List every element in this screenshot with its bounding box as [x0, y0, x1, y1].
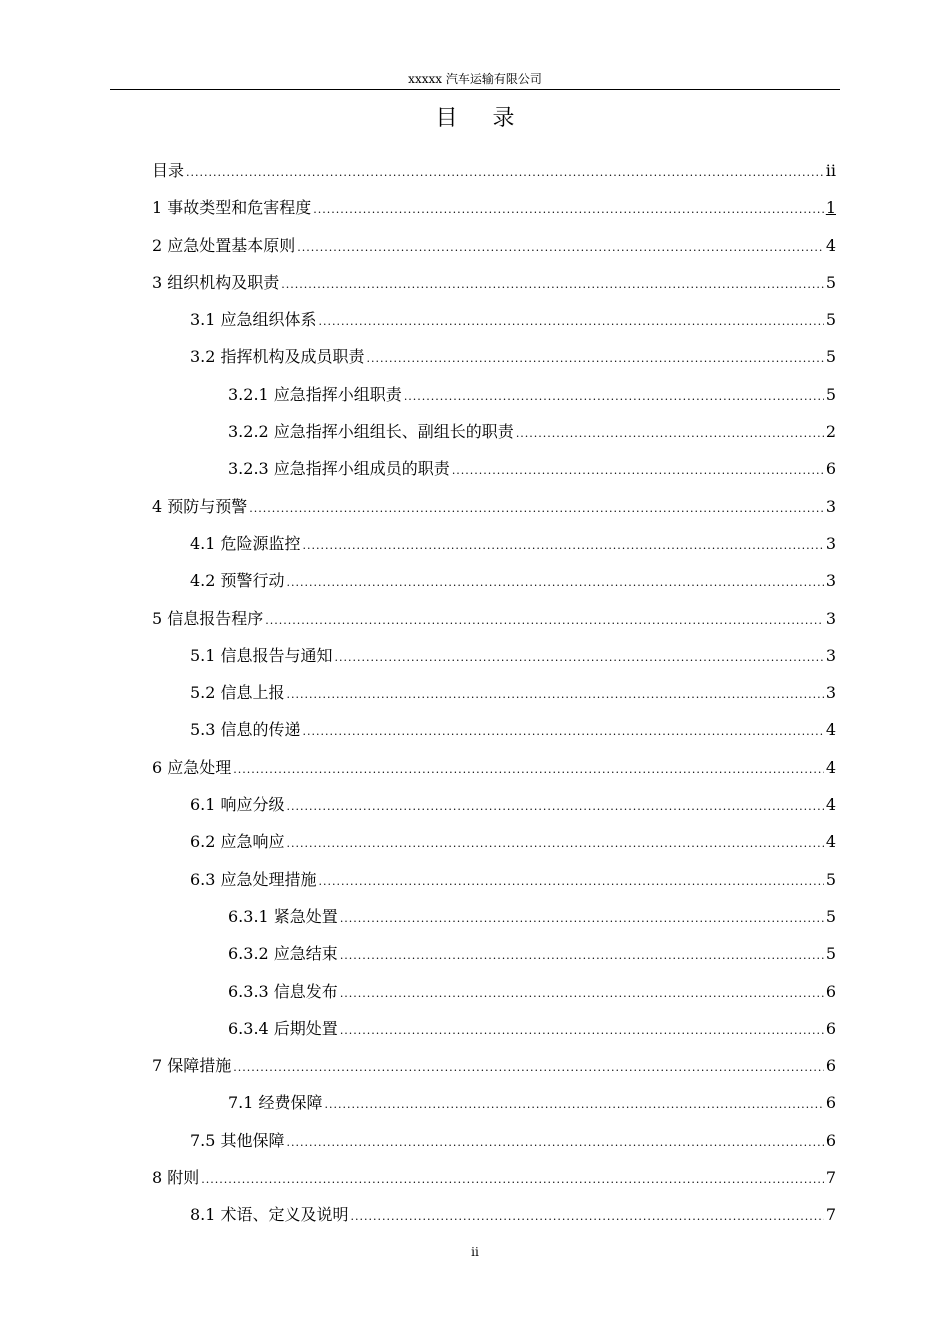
toc-entry-page: 7	[825, 1205, 836, 1225]
toc-entry-title: 4.2 预警行动	[190, 571, 285, 591]
toc-dot-leader	[335, 639, 824, 676]
toc-entry[interactable]	[152, 1010, 836, 1047]
toc-entry-title: 4 预防与预警	[152, 496, 248, 516]
toc-dot-leader	[287, 825, 824, 862]
toc-entry-page: 2	[825, 422, 836, 442]
toc-entry-page: 6	[825, 1093, 836, 1113]
toc-entry[interactable]	[152, 152, 836, 189]
toc-entry-title: 8.1 术语、定义及说明	[190, 1205, 349, 1225]
toc-entry[interactable]	[152, 1122, 836, 1159]
toc-entry-page: 4	[825, 757, 836, 777]
toc-dot-leader	[452, 452, 824, 489]
toc-entry-title: 5.1 信息报告与通知	[190, 645, 333, 665]
toc-entry-title: 6.3 应急处理措施	[190, 869, 317, 889]
toc-entry-title: 6.1 响应分级	[190, 795, 285, 815]
toc-dot-leader	[340, 975, 824, 1012]
toc-entry-page: 3	[825, 608, 836, 628]
toc-entry-title: 6.3.2 应急结束	[228, 944, 338, 964]
toc-entry-title: 3.1 应急组织体系	[190, 310, 317, 330]
toc-entry[interactable]	[152, 711, 836, 748]
toc-entry-title: 3.2.3 应急指挥小组成员的职责	[228, 459, 450, 479]
toc-entry-page: 6	[825, 1056, 836, 1076]
toc-entry-title: 2 应急处置基本原则	[152, 235, 296, 255]
header-rule	[110, 89, 840, 90]
toc-dot-leader	[249, 490, 824, 527]
toc-entry-page: 6	[825, 1018, 836, 1038]
toc-entry[interactable]	[152, 786, 836, 823]
toc-entry-title: 7.1 经费保障	[228, 1093, 323, 1113]
toc-entry[interactable]	[152, 189, 836, 226]
toc-entry[interactable]	[152, 1047, 836, 1084]
toc-dot-leader	[287, 1124, 824, 1161]
toc-entry-page: 4	[825, 832, 836, 852]
toc-entry[interactable]	[152, 823, 836, 860]
toc-entry-title: 6.2 应急响应	[190, 832, 285, 852]
toc-entry-page: ii	[825, 161, 836, 180]
toc-dot-leader	[287, 564, 824, 601]
toc-entry[interactable]	[152, 637, 836, 674]
toc-entry-page: 5	[825, 384, 836, 404]
toc-dot-leader	[303, 527, 824, 564]
toc-entry-page: 3	[825, 496, 836, 516]
toc-entry-title: 3.2 指挥机构及成员职责	[190, 347, 365, 367]
toc-entry[interactable]	[152, 562, 836, 599]
page-title: 目 录	[435, 106, 529, 131]
toc-entry-page: 6	[825, 459, 836, 479]
toc-entry-page: 5	[825, 906, 836, 926]
toc-dot-leader	[367, 340, 824, 377]
toc-entry-title: 7.5 其他保障	[190, 1130, 285, 1150]
toc-entry[interactable]	[152, 301, 836, 338]
toc-entry-page: 3	[825, 533, 836, 553]
toc-dot-leader	[313, 191, 824, 228]
toc-entry-page: 5	[825, 310, 836, 330]
toc-dot-leader	[325, 1086, 824, 1123]
toc-entry-title: 5.2 信息上报	[190, 683, 285, 703]
page-number: ii	[471, 1245, 479, 1259]
toc-entry[interactable]	[152, 898, 836, 935]
toc-entry-page: 3	[825, 571, 836, 591]
toc-entry-title: 5.3 信息的传递	[190, 720, 301, 740]
toc-dot-leader	[287, 676, 824, 713]
toc-dot-leader	[404, 378, 824, 415]
toc-entry[interactable]	[152, 227, 836, 264]
toc-entry-page: 1	[825, 198, 836, 218]
toc-dot-leader	[265, 602, 824, 639]
toc-entry[interactable]	[152, 749, 836, 786]
toc-dot-leader	[340, 900, 824, 937]
toc-dot-leader	[303, 713, 824, 750]
toc-entry-title: 5 信息报告程序	[152, 608, 264, 628]
toc-entry-title: 4.1 危险源监控	[190, 533, 301, 553]
toc-entry-page: 5	[825, 869, 836, 889]
toc-entry-page: 7	[825, 1168, 836, 1188]
table-of-contents	[152, 152, 836, 1234]
toc-entry[interactable]	[152, 973, 836, 1010]
toc-dot-leader	[201, 1161, 824, 1198]
toc-entry-page: 4	[825, 235, 836, 255]
toc-entry-page: 4	[825, 795, 836, 815]
toc-dot-leader	[340, 1012, 824, 1049]
toc-dot-leader	[351, 1198, 824, 1235]
toc-entry[interactable]	[152, 264, 836, 301]
toc-dot-leader	[297, 229, 824, 266]
toc-entry[interactable]	[152, 1159, 836, 1196]
toc-entry[interactable]	[152, 525, 836, 562]
toc-dot-leader	[340, 937, 824, 974]
toc-entry-page: 5	[825, 272, 836, 292]
toc-entry[interactable]	[152, 413, 836, 450]
toc-dot-leader	[319, 303, 824, 340]
toc-entry-title: 1 事故类型和危害程度	[152, 198, 312, 218]
toc-entry[interactable]	[152, 861, 836, 898]
toc-dot-leader	[281, 266, 824, 303]
toc-entry[interactable]	[152, 674, 836, 711]
toc-entry-title: 6.3.3 信息发布	[228, 981, 338, 1001]
toc-entry[interactable]	[152, 1196, 836, 1233]
toc-entry-title: 6.3.1 紧急处置	[228, 906, 338, 926]
toc-dot-leader	[186, 154, 824, 191]
toc-entry[interactable]	[152, 338, 836, 375]
toc-entry-title: 6.3.4 后期处置	[228, 1018, 338, 1038]
toc-entry-page: 3	[825, 645, 836, 665]
toc-entry[interactable]	[152, 488, 836, 525]
toc-entry[interactable]	[152, 376, 836, 413]
toc-entry[interactable]	[152, 935, 836, 972]
toc-entry-title: 3.2.2 应急指挥小组组长、副组长的职责	[228, 422, 514, 442]
toc-entry-page: 6	[825, 981, 836, 1001]
toc-entry-page: 5	[825, 347, 836, 367]
toc-entry-page: 6	[825, 1130, 836, 1150]
toc-entry[interactable]	[152, 1084, 836, 1121]
toc-dot-leader	[516, 415, 824, 452]
toc-entry-title: 3 组织机构及职责	[152, 272, 280, 292]
toc-dot-leader	[287, 788, 824, 825]
toc-dot-leader	[319, 863, 824, 900]
toc-entry-page: 4	[825, 720, 836, 740]
toc-entry-title: 6 应急处理	[152, 757, 232, 777]
toc-entry-title: 7 保障措施	[152, 1056, 232, 1076]
toc-dot-leader	[233, 1049, 824, 1086]
toc-entry[interactable]	[152, 600, 836, 637]
toc-entry-title: 8 附则	[152, 1168, 200, 1188]
toc-entry[interactable]	[152, 450, 836, 487]
toc-entry-page: 5	[825, 944, 836, 964]
toc-entry-page: 3	[825, 683, 836, 703]
toc-entry-title: 目录	[152, 161, 185, 180]
toc-entry-title: 3.2.1 应急指挥小组职责	[228, 384, 402, 404]
toc-dot-leader	[233, 751, 824, 788]
running-header: xxxxx 汽车运输有限公司	[408, 72, 542, 86]
